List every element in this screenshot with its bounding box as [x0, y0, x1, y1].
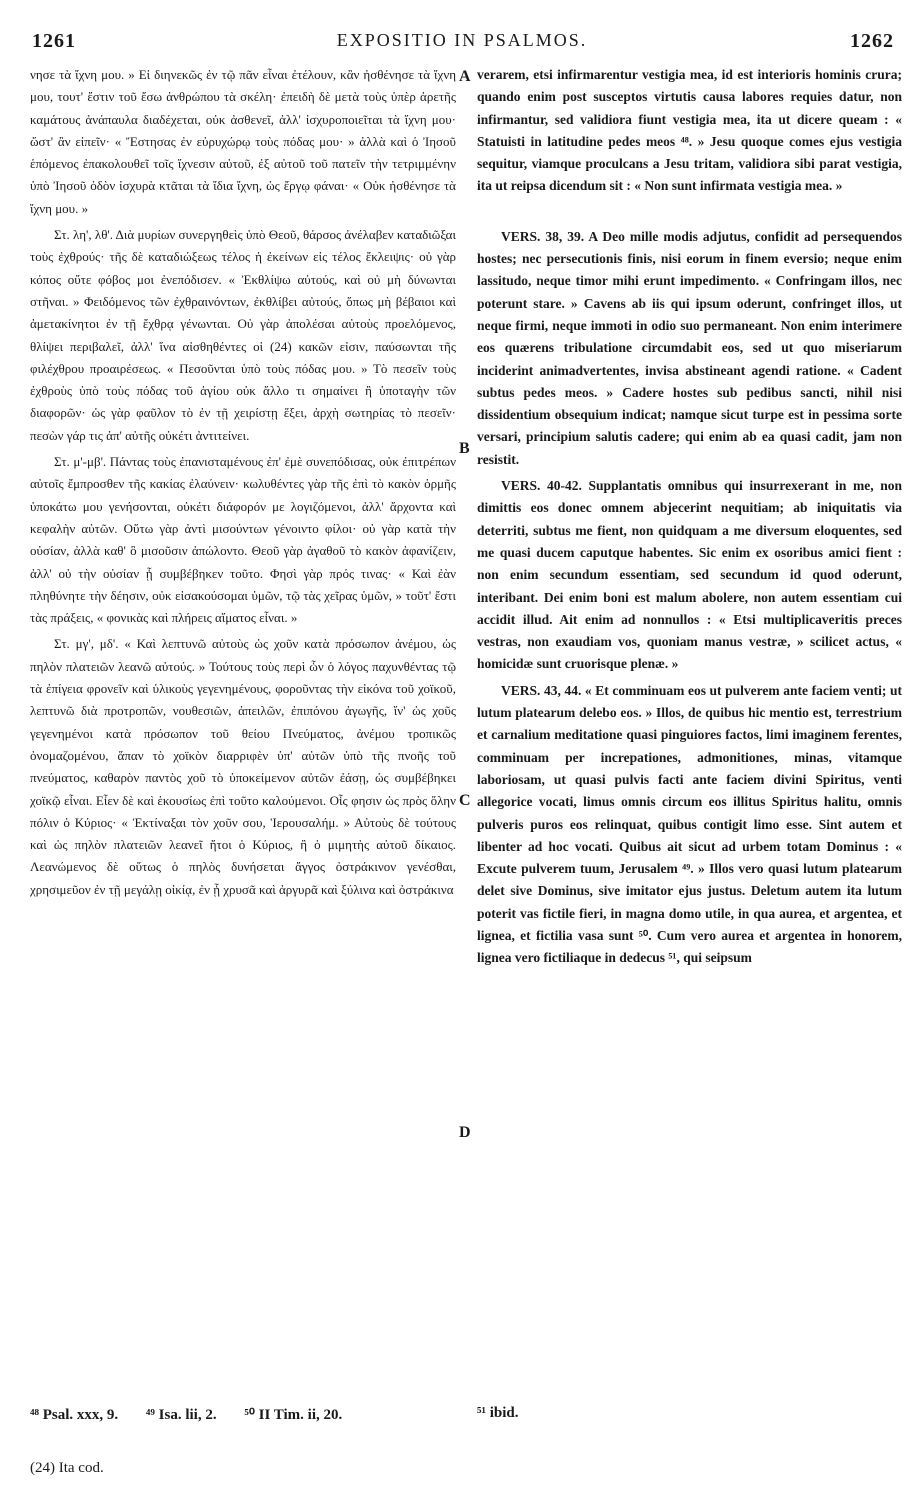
- margin-marker-a: A: [459, 68, 471, 85]
- greek-paragraph-4: Στ. μγ', μδ'. « Καὶ λεπτυνῶ αὐτοὺς ὡς χοῦν κατὰ πρόσωπον ἀνέμου, ὡς πηλὸν πλατειῶν λεανῶ αὐτούς. » Τούτους τοὺς περὶ ὧν ὁ λόγος παχυνθέντας τῷ τὰ ἐπίγεια φρονεῖν καὶ ὑλικοὺς γεγενημένους, φοροῦντας τὴν εἰκόνα τοῦ χοϊκοῦ, λεπτυνῶ διὰ προτροπῶν, νουθεσιῶν, ἀπειλῶν, ἐπιπόνου ἀγωγῆς, ἵν' ὡς χοῦς γεγενημένοι κατὰ πρόσωπον τοῦ θείου Πνεύματος, ἀνέμου τροπικῶς ὀνομαζομένου, ἅπαν τὸ χοϊκὸν διαρριφὲν ὑπ' αὐτῶν ὑπὸ τῆς πνοῆς τοῦ πνεύματος, καθαρὸν παντὸς χοῦ τὸ ὑποκείμενον αὐτῶν ἐάσῃ, ὡς συμβέβηκει χοϊκῷ εἶναι. Εἶεν δὲ καὶ ἑκουσίως ἐπὶ τοῦτο καλούμενοι. Οἷς φησιν ὡς πρὸς ὅλην πόλιν ὁ Κύριος· « Ἐκτίναξαι τὸν χοῦν σου, Ἱερουσαλήμ. » Αὐτοὺς δὲ τούτους καὶ ὡς πηλὸν πλατειῶν λεανεῖ ἤτοι ὁ Κύριος, ἢ ὁ μιμητὴς αὐτοῦ δίκαιος. Λεανώμενος δὲ οὕτως ὁ πηλὸς δυνήσεται ἄγγος ὀστράκινον γενέσθαι, χρησιμεῦον ἐν τῇ μεγάλῃ οἰκίᾳ, ἐν ᾗ χρυσᾶ καὶ ἀργυρᾶ καὶ ξύλινα καὶ ὀστράκινα: [30, 636, 456, 897]
- greek-column: [30, 64, 456, 901]
- latin-paragraph-1: verarem, etsi infirmarentur vestigia mea, id est interioris hominis crura; quando enim post susceptos virtutis causa labores requies datur, non infirmantur, sed validiora fiunt vestigia mea, ita ut dicere queam : « Statuisti in latitudine pedes meos ⁴⁸. » Jesu quoque comes ejus vestigia sequitur, viamque proculcans a Jesu tritam, validiora sibi parat vestigia, ita ut reipsa dicendum sit : « Non sunt infirmata vestigia mea. »: [477, 67, 902, 194]
- page-number-left: 1261: [32, 30, 76, 52]
- latin-paragraph-4: VERS. 43, 44. « Et comminuam eos ut pulverem ante faciem venti; ut lutum platearum delebo eos. » Illos, de quibus hic mentio est, terrestrium et carnalium meditatione quasi pinguiores factos, limi imaginem ferentes, comminuam per increpationes, admonitiones, minas, vitamque laboriosam, ut quasi pulvis facti ante faciem divini Spiritus, venti allegorice vocati, limus omnis circum eos illitus Spiritus halitu, omnis pulveris puros eos relinquat, quibus contigit limo esse. Sint autem et libenter ad hoc vocati. Quibus ait sicut ad urbem totam Dominus : « Excute pulverem tuum, Jerusalem ⁴⁹. » Illos vero quasi lutum platearum delet sive Dominus, sive imitator ejus justus. Deletum autem ita lutum poterit vas fictile fieri, in magna domo utile, in qua aurea, et argentea, et lignea, et fictilia vasa sunt ⁵⁰. Cum vero aurea et argentea in honorem, lignea vero fictiliaque in dedecus ⁵¹, qui seipsum: [477, 682, 902, 966]
- latin-paragraph-2: VERS. 38, 39. A Deo mille modis adjutus, confidit ad persequendos hostes; nec persecutionis finis, nisi eorum in finem eversio; neque enim lassitudo, neque timor mihi erunt impedimento. « Confringam illos, nec poterunt stare. » Cavens ab iis qui ipsum oderunt, confringet illos, ut neque firmi, neque immoti in odio suo permaneant. Non enim interimere eos quærens tribulatione circumdabit eos, sed ut quo miseriarum inciderint animadvertentes, invisa abstineant agendi ratione. « Cadent subtus pedes meos. » Cadere hostes sub pedibus sancti, nihil nisi dissidentium obsequium indicat; namque sicut turpe est in pessima sorte versari, principium salutis cadere; qui enim ab ea quasi cadit, jam non resistit.: [477, 228, 902, 467]
- codex-note: (24) Ita cod.: [30, 1460, 104, 1476]
- greek-paragraph-1: νησε τὰ ἴχνη μου. » Εἰ διηνεκῶς ἐν τῷ πᾶν εἶναι ἐτέλουν, κἂν ἠσθένησε τὰ ἴχνη μου, τουτ' ἔστιν τοῦ ἔσω ἀνθρώπου τὰ σκέλη· ἐπειδὴ δὲ μετὰ τοὺς ὑπὲρ ἀρετῆς καμάτους ἀνάπαυλα διαδέχεται, οὐκ ἀσθενεῖ, ἀλλ' ἰσχυροποιεῖται τὰ ἴχνη μου· ὥστ' ἂν εἰπεῖν· « Ἔστησας ἐν εὐρυχώρῳ τοὺς πόδας μου· » ἀλλὰ καὶ ὁ Ἰησοῦ ἑπόμενος ἐπακολουθεῖ τοῖς ἴχνεσιν αὐτοῦ, ἐξ αὐτοῦ τοῦ πατεῖν τὴν τετριμμένην ὑπὸ Ἰησοῦ ὁδὸν ἰσχυρὰ κτᾶται τὰ ἴδια ἴχνη, ὡς ἔργῳ φάναι· « Οὐκ ἠσθένησε τὰ ἴχνη μου. »: [30, 67, 456, 216]
- footnote-51: ⁵¹ ibid.: [477, 1405, 519, 1421]
- greek-paragraph-2: Στ. λη', λθ'. Διὰ μυρίων συνεργηθεὶς ὑπὸ Θεοῦ, θάρσος ἀνέλαβεν καταδιῶξαι τοὺς ἐχθρούς· τῆς δὲ καταδιώξεως τέλος ἡ ἐκείνων εἰς τέλος ἔκλειψις· οὐ γὰρ κόπος οὔτε φόβος μοι ἐνεπόδισεν. « Ἐκθλίψω αὐτούς, καὶ οὐ μὴ δύνωνται στῆναι. » Φειδόμενος τῶν ἐχθραινόντων, ἐκθλίβει αὐτούς, ὅπως μὴ βέβαιοι καὶ ἀμετακίνητοι ἐν τῇ ἔχθρᾳ γένωνται. Οὐ γὰρ ἀπολέσαι αὐτοὺς προελόμενος, θλίψει περιβαλεῖ, ἀλλ' ἵνα αἰσθηθέντες οἱ (24) κακῶν εἰσιν, παύσωνται τῆς φιλέχθρου προαιρέσεως. « Πεσοῦνται ὑπὸ τοὺς πόδας μου. » Τὸ πεσεῖν τοὺς ἐχθροὺς ὑπὸ τοὺς πόδας τοῦ ἁγίου οὐκ ἄλλο τι σημαίνει ἢ ὑποταγὴν τῶν διαφορῶν· ὡς γὰρ φαῦλον τὸ ἐν τῇ χειρίστῃ ἕξει, ἀρχὴ σωτηρίας τὸ πεσεῖν· πεσὼν γάρ τις ἀπ' αὐτῆς οὐκέτι ἀντιτείνει.: [30, 227, 456, 443]
- footnote-50: ⁵⁰ II Tim. ii, 20.: [244, 1407, 343, 1423]
- greek-paragraph-3: Στ. μ'-μβ'. Πάντας τοὺς ἐπανισταμένους ἐπ' ἐμὲ συνεπόδισας, οὐκ ἐπιτρέπων αὐτοῖς ἔμπροσθεν τῆς κακίας ἐλαύνειν· κωλυθέντες γὰρ τῆς ἐπὶ τὸ κακὸν ὁρμῆς ὑποκάτω μου γενήσονται, οὐκέτι διάφορόν με λογιζόμενοι, ἀλλ' ἄρχοντα καὶ κεφαλὴν αὐτῶν. Οὕτω γὰρ ἀντὶ μισούντων γένοιντο φίλοι· οὐ γὰρ κατὰ τὴν οὐσίαν, ἀλλὰ καθ' ὃ μισοῦσιν ἀπώλοντο. Θεοῦ γὰρ ἀγαθοῦ τὸ κακὸν ἀφανίζειν, ἀλλ' οὐ τὴν οὐσίαν ᾗ συμβέβηκεν τοῦτο. Φησὶ γὰρ πρός τινας· « Καὶ ἐὰν πληθύνητε τὴν δέησιν, οὐκ εἰσακούσομαι ὑμῶν, τῷ τὰς χεῖρας ὑμῶν, » τοῦτ' ἔστι τὰς πράξεις, « φονικὰς καὶ πλήρεις αἵματος εἶναι. »: [30, 454, 456, 626]
- latin-paragraph-3: VERS. 40-42. Supplantatis omnibus qui insurrexerant in me, non dimittis eos donec omnem abjecerint nequitiam; ab iniquitatis via deterriti, subtus me fient, non quidquam a me diversum eloquentes, sed me quasi ducem caputque habentes. Sic enim ex osoribus amici fient : non enim secundum essentiam, sed secundum id quod oderunt, interibant. Dei enim boni est malum abolere, non autem essentiam cui accidit illud. Ait enim ad nonnullos : « Etsi multiplicaveritis preces vestras, non exaudiam vos, quoniam manus vestræ, » scilicet actus, « homicidæ sunt cruorisque plenæ. »: [477, 478, 902, 672]
- margin-marker-d: D: [459, 1124, 471, 1141]
- page-number-right: 1262: [850, 30, 894, 52]
- latin-column: [477, 64, 902, 970]
- running-title: EXPOSITIO IN PSALMOS.: [336, 30, 588, 50]
- margin-marker-b: B: [459, 440, 470, 457]
- footnote-48: ⁴⁸ Psal. xxx, 9.: [30, 1407, 119, 1423]
- running-header: [20, 30, 904, 56]
- footnote-49: ⁴⁹ Isa. lii, 2.: [145, 1407, 217, 1423]
- margin-marker-c: C: [459, 792, 471, 809]
- footnotes: [30, 1405, 904, 1424]
